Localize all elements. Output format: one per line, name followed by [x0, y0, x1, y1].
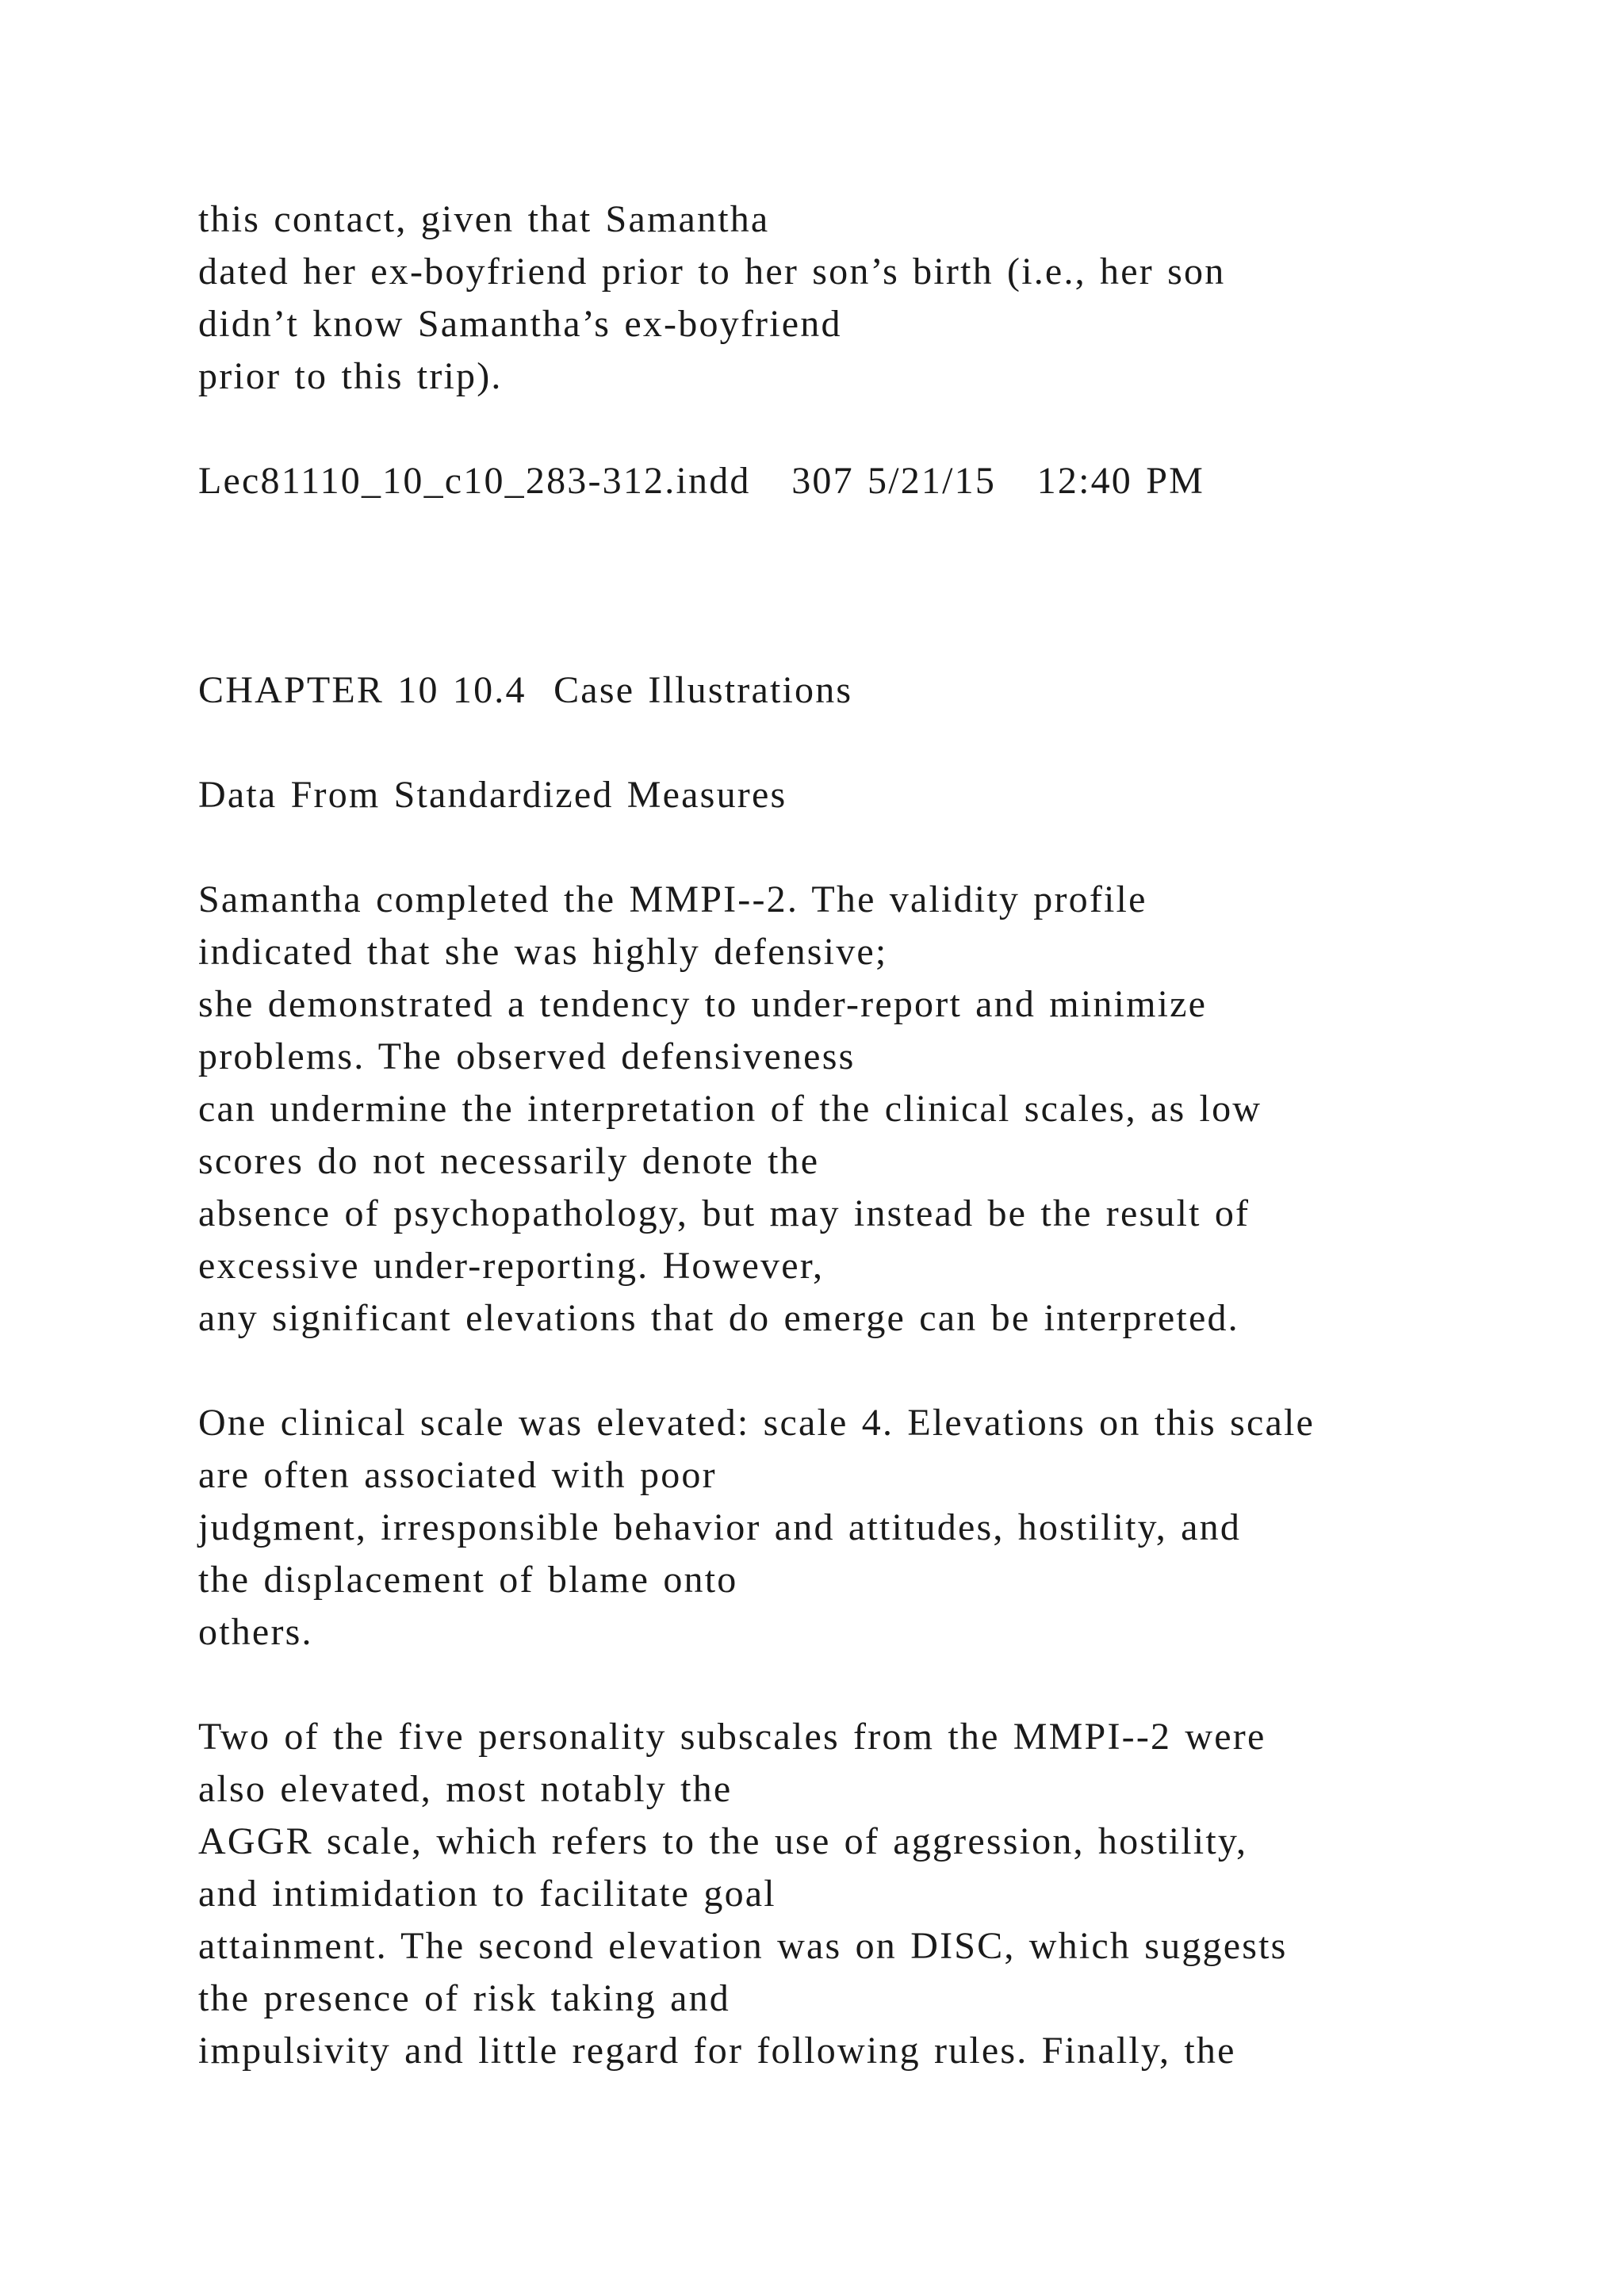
section-heading-text: Data From Standardized Measures	[198, 774, 787, 816]
document-page	[198, 193, 1546, 2077]
chapter-heading	[198, 664, 1546, 717]
paragraph-validity-profile	[198, 874, 1546, 1345]
section-heading	[198, 769, 1546, 821]
text-line: the displacement of blame onto	[198, 1559, 738, 1601]
text-line: One clinical scale was elevated: scale 4. Elevations on this scale	[198, 1402, 1316, 1444]
paragraph-clinical-scale	[198, 1397, 1546, 1659]
text-line: also elevated, most notably the	[198, 1768, 733, 1810]
text-line: scores do not necessarily denote the	[198, 1140, 820, 1182]
text-line: others.	[198, 1611, 313, 1653]
text-line: she demonstrated a tendency to under-report and minimize	[198, 983, 1208, 1025]
paragraph-gap	[198, 1345, 1546, 1397]
paragraph-contact-context	[198, 193, 1546, 403]
section-gap	[198, 507, 1546, 664]
text-line: AGGR scale, which refers to the use of aggression, hostility,	[198, 1820, 1248, 1862]
paragraph-gap	[198, 717, 1546, 769]
text-line: prior to this trip).	[198, 355, 503, 397]
text-line: the presence of risk taking and	[198, 1977, 730, 2019]
text-line: any significant elevations that do emerge can be interpreted.	[198, 1297, 1239, 1339]
text-line: this contact, given that Samantha	[198, 198, 770, 240]
text-line: are often associated with poor	[198, 1454, 717, 1496]
text-line: judgment, irresponsible behavior and attitudes, hostility, and	[198, 1506, 1242, 1548]
paragraph-gap	[198, 1659, 1546, 1711]
text-line: problems. The observed defensiveness	[198, 1035, 856, 1077]
text-line: attainment. The second elevation was on DISC, which suggests	[198, 1925, 1288, 1967]
paragraph-gap	[198, 821, 1546, 874]
text-line: impulsivity and little regard for following rules. Finally, the	[198, 2030, 1236, 2072]
text-line: excessive under-reporting. However,	[198, 1245, 825, 1287]
text-line: didn’t know Samantha’s ex-boyfriend	[198, 303, 842, 345]
text-line: dated her ex-boyfriend prior to her son’s birth (i.e., her son	[198, 251, 1226, 293]
chapter-heading-text: CHAPTER 10 10.4 Case Illustrations	[198, 669, 853, 711]
text-line: absence of psychopathology, but may instead be the result of	[198, 1192, 1251, 1234]
file-footer-line	[198, 455, 1546, 507]
file-footer-text: Lec81110_10_c10_283-312.indd 307 5/21/15 12:40 PM	[198, 460, 1205, 502]
paragraph-gap	[198, 403, 1546, 455]
text-line: Samantha completed the MMPI--2. The validity profile	[198, 878, 1147, 920]
text-line: and intimidation to facilitate goal	[198, 1873, 776, 1915]
text-line: can undermine the interpretation of the clinical scales, as low	[198, 1088, 1262, 1130]
paragraph-personality-subscales	[198, 1711, 1546, 2077]
text-line: Two of the five personality subscales from the MMPI--2 were	[198, 1716, 1266, 1758]
text-line: indicated that she was highly defensive;	[198, 931, 888, 973]
